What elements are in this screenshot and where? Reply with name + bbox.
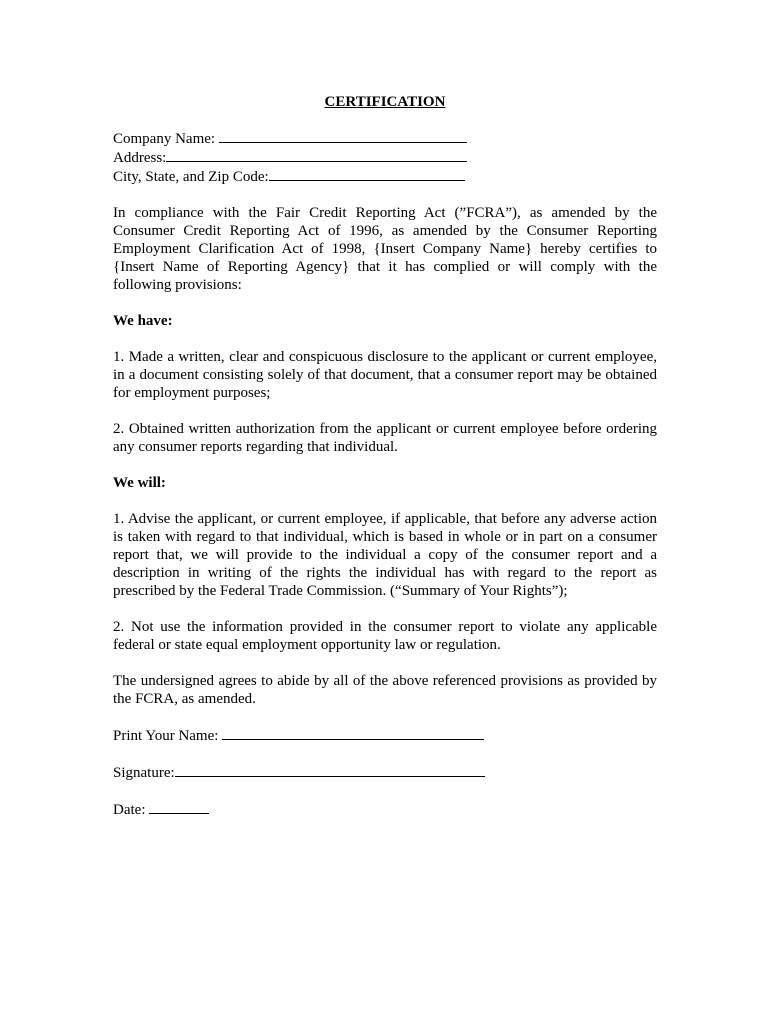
signature-blank[interactable]	[175, 763, 485, 777]
city-state-zip-label: City, State, and Zip Code:	[113, 169, 269, 185]
intro-paragraph: In compliance with the Fair Credit Reporting Act (”FCRA”), as amended by the Consumer Credit Reporting Act of 1996, as amended by the Consumer Reporting Employment Clarification Act of 1998, {Insert Company Name} hereby certifies to {Insert Name of Reporting Agency} that it has complied or will comply with the following provisions:	[113, 205, 657, 293]
we-have-item-2: 2. Obtained written authorization from the applicant or current employee before ordering any consumer reports regarding that individual.	[113, 421, 657, 455]
page-title: CERTIFICATION	[324, 94, 446, 110]
print-name-blank[interactable]	[222, 726, 484, 740]
city-state-zip-blank[interactable]	[269, 167, 465, 181]
print-name-row	[113, 726, 657, 745]
we-have-item-1: 1. Made a written, clear and conspicuous disclosure to the applicant or current employee, in a document consisting solely of that document, that a consumer report may be obtained for employment purposes;	[113, 349, 657, 401]
we-will-item-2: 2. Not use the information provided in the consumer report to violate any applicable federal or state equal employment opportunity law or regulation.	[113, 619, 657, 653]
we-will-heading: We will:	[113, 475, 166, 491]
print-name-label: Print Your Name:	[113, 728, 223, 744]
company-name-label: Company Name:	[113, 131, 219, 147]
date-blank[interactable]	[149, 800, 209, 814]
date-label: Date:	[113, 802, 150, 818]
we-have-heading: We have:	[113, 313, 173, 329]
company-name-row	[113, 129, 657, 148]
company-name-blank[interactable]	[219, 129, 467, 143]
city-state-zip-row	[113, 167, 657, 186]
document-page	[113, 93, 657, 819]
we-will-item-1: 1. Advise the applicant, or current employee, if applicable, that before any adverse action is taken with regard to that individual, which is based in whole or in part on a consumer report that, we will provide to the individual a copy of the consumer report and a description in writing of the rights the individual has with regard to the report as prescribed by the Federal Trade Commission. (“Summary of Your Rights”);	[113, 511, 657, 599]
address-row	[113, 148, 657, 167]
signature-label: Signature:	[113, 765, 175, 781]
date-row	[113, 800, 657, 819]
agreement-paragraph: The undersigned agrees to abide by all of the above referenced provisions as provided by the FCRA, as amended.	[113, 673, 657, 707]
address-blank[interactable]	[166, 148, 467, 162]
address-label: Address:	[113, 150, 167, 166]
signature-row	[113, 763, 657, 782]
